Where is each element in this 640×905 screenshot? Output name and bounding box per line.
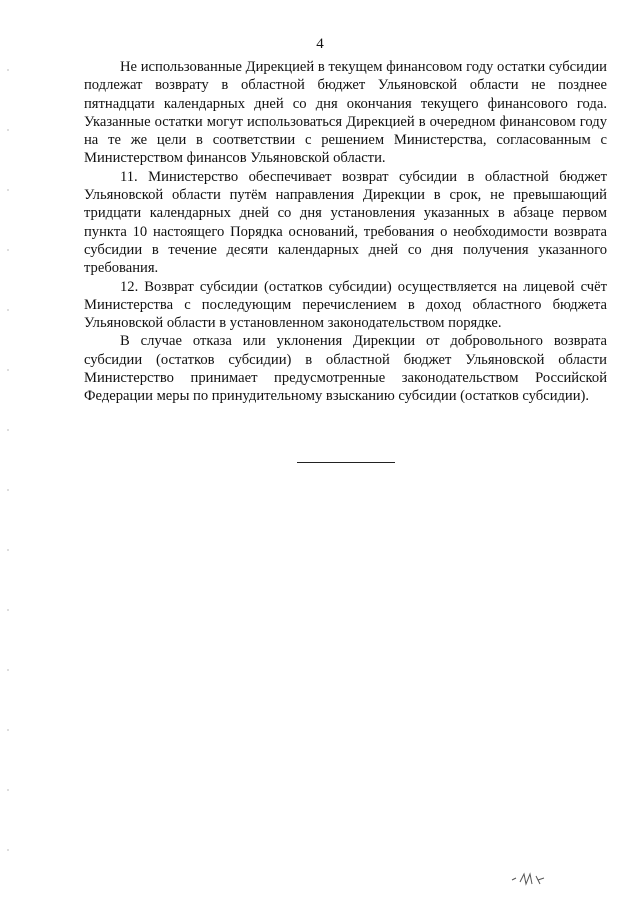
paragraph-unused-remainders: Не использованные Дирекцией в текущем финансовом году остатки субсидии подлежат возврату в областной бюджет Ульяновской области не позднее пятнадцати календарных дней со дня окончания текущего финансового года. Указанные остатки могут использоваться Дирекцией в очередном финансовом году на те же цели в соответствии с решением Министерства, согласованным с Министерством финансов Ульяновской области. bbox=[84, 59, 607, 167]
handwritten-mark bbox=[510, 868, 560, 890]
scan-margin-dots bbox=[6, 40, 10, 880]
end-divider-line bbox=[297, 462, 395, 463]
document-body bbox=[84, 58, 607, 406]
paragraph-refusal: В случае отказа или уклонения Дирекции от добровольного возврата субсидии (остатков субсидии) в областной бюджет Ульяновской области Министерство принимает предусмотренные законодательством Российской Федерации меры по принудительному взысканию субсидии (остатков субсидии). bbox=[84, 333, 607, 405]
paragraph-item-11: 11. Министерство обеспечивает возврат субсидии в областной бюджет Ульяновской области путём направления Дирекции в срок, не превышающий тридцати календарных дней со дня установления указанных в абзаце первом пункта 10 настоящего Порядка оснований, требования о необходимости возврата субсидии в течение десяти календарных дней со дня получения указанного требования. bbox=[84, 168, 607, 277]
paragraph-item-12: 12. Возврат субсидии (остатков субсидии) осуществляется на лицевой счёт Министерства с последующим перечислением в доход областного бюджета Ульяновской области в установленном законодательством порядке. bbox=[84, 278, 607, 332]
page-number: 4 bbox=[316, 36, 324, 52]
